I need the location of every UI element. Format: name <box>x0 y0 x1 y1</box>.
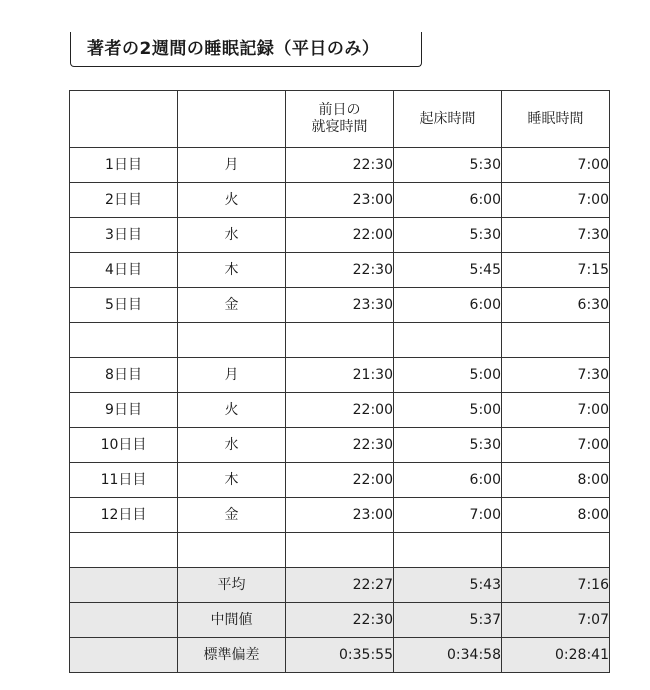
stat-label: 平均 <box>178 568 286 603</box>
stat-wake: 5:37 <box>394 603 502 638</box>
header-sleep: 睡眠時間 <box>502 91 610 148</box>
blank-row <box>70 323 610 358</box>
sleep-cell: 8:00 <box>502 463 610 498</box>
header-bedtime-line2: 就寝時間 <box>311 119 368 135</box>
wake-cell: 5:45 <box>394 253 502 288</box>
bedtime-cell: 23:00 <box>286 183 394 218</box>
bedtime-cell: 23:00 <box>286 498 394 533</box>
bedtime-cell: 22:30 <box>286 253 394 288</box>
stat-sleep: 0:28:41 <box>502 638 610 673</box>
stat-row-average <box>70 568 610 603</box>
sleep-cell: 8:00 <box>502 498 610 533</box>
sleep-cell: 7:00 <box>502 148 610 183</box>
blank-cell <box>502 323 610 358</box>
weekday-cell: 金 <box>178 498 286 533</box>
day-cell: 3日目 <box>70 218 178 253</box>
sleep-cell: 7:30 <box>502 218 610 253</box>
wake-cell: 6:00 <box>394 183 502 218</box>
stat-row-median <box>70 603 610 638</box>
table-row <box>70 463 610 498</box>
weekday-cell: 月 <box>178 358 286 393</box>
table-row <box>70 253 610 288</box>
bedtime-cell: 22:00 <box>286 463 394 498</box>
stat-sleep: 7:16 <box>502 568 610 603</box>
bedtime-cell: 22:30 <box>286 428 394 463</box>
sleep-cell: 7:30 <box>502 358 610 393</box>
table-row <box>70 498 610 533</box>
day-cell: 8日目 <box>70 358 178 393</box>
wake-cell: 5:00 <box>394 358 502 393</box>
blank-row <box>70 533 610 568</box>
day-cell: 9日目 <box>70 393 178 428</box>
header-day-cell <box>70 91 178 148</box>
stat-sleep: 7:07 <box>502 603 610 638</box>
title-box <box>70 32 422 67</box>
weekday-cell: 金 <box>178 288 286 323</box>
sleep-cell: 7:00 <box>502 393 610 428</box>
stat-blank-cell <box>70 568 178 603</box>
stat-bedtime: 22:27 <box>286 568 394 603</box>
wake-cell: 5:30 <box>394 218 502 253</box>
header-wake: 起床時間 <box>394 91 502 148</box>
table-row <box>70 393 610 428</box>
stat-blank-cell <box>70 603 178 638</box>
header-row <box>70 91 610 148</box>
bedtime-cell: 22:00 <box>286 218 394 253</box>
blank-cell <box>286 323 394 358</box>
sleep-cell: 6:30 <box>502 288 610 323</box>
blank-cell <box>286 533 394 568</box>
header-bedtime <box>286 91 394 148</box>
bedtime-cell: 23:30 <box>286 288 394 323</box>
wake-cell: 6:00 <box>394 288 502 323</box>
wake-cell: 7:00 <box>394 498 502 533</box>
sleep-cell: 7:00 <box>502 428 610 463</box>
day-cell: 2日目 <box>70 183 178 218</box>
day-cell: 1日目 <box>70 148 178 183</box>
wake-cell: 5:30 <box>394 428 502 463</box>
bedtime-cell: 22:30 <box>286 148 394 183</box>
day-cell: 5日目 <box>70 288 178 323</box>
stat-blank-cell <box>70 638 178 673</box>
table-row <box>70 218 610 253</box>
bedtime-cell: 21:30 <box>286 358 394 393</box>
blank-cell <box>70 533 178 568</box>
stat-wake: 0:34:58 <box>394 638 502 673</box>
wake-cell: 5:00 <box>394 393 502 428</box>
stat-row-stddev <box>70 638 610 673</box>
blank-cell <box>394 533 502 568</box>
table-row <box>70 358 610 393</box>
blank-cell <box>178 323 286 358</box>
table-row <box>70 148 610 183</box>
weekday-cell: 木 <box>178 253 286 288</box>
stat-bedtime: 0:35:55 <box>286 638 394 673</box>
table-row <box>70 288 610 323</box>
stat-bedtime: 22:30 <box>286 603 394 638</box>
table-row <box>70 428 610 463</box>
day-cell: 12日目 <box>70 498 178 533</box>
blank-cell <box>178 533 286 568</box>
page-title: 著者の2週間の睡眠記録（平日のみ） <box>87 39 380 59</box>
weekday-cell: 水 <box>178 428 286 463</box>
weekday-cell: 木 <box>178 463 286 498</box>
header-weekday-cell <box>178 91 286 148</box>
blank-cell <box>70 323 178 358</box>
day-cell: 4日目 <box>70 253 178 288</box>
bedtime-cell: 22:00 <box>286 393 394 428</box>
wake-cell: 5:30 <box>394 148 502 183</box>
stat-label: 標準偏差 <box>178 638 286 673</box>
stat-label: 中間値 <box>178 603 286 638</box>
weekday-cell: 月 <box>178 148 286 183</box>
blank-cell <box>502 533 610 568</box>
day-cell: 10日目 <box>70 428 178 463</box>
stat-wake: 5:43 <box>394 568 502 603</box>
header-bedtime-line1: 前日の <box>318 102 361 119</box>
sleep-record-table <box>69 90 610 673</box>
wake-cell: 6:00 <box>394 463 502 498</box>
table-row <box>70 183 610 218</box>
sleep-cell: 7:15 <box>502 253 610 288</box>
day-cell: 11日目 <box>70 463 178 498</box>
weekday-cell: 水 <box>178 218 286 253</box>
blank-cell <box>394 323 502 358</box>
weekday-cell: 火 <box>178 393 286 428</box>
weekday-cell: 火 <box>178 183 286 218</box>
sleep-cell: 7:00 <box>502 183 610 218</box>
